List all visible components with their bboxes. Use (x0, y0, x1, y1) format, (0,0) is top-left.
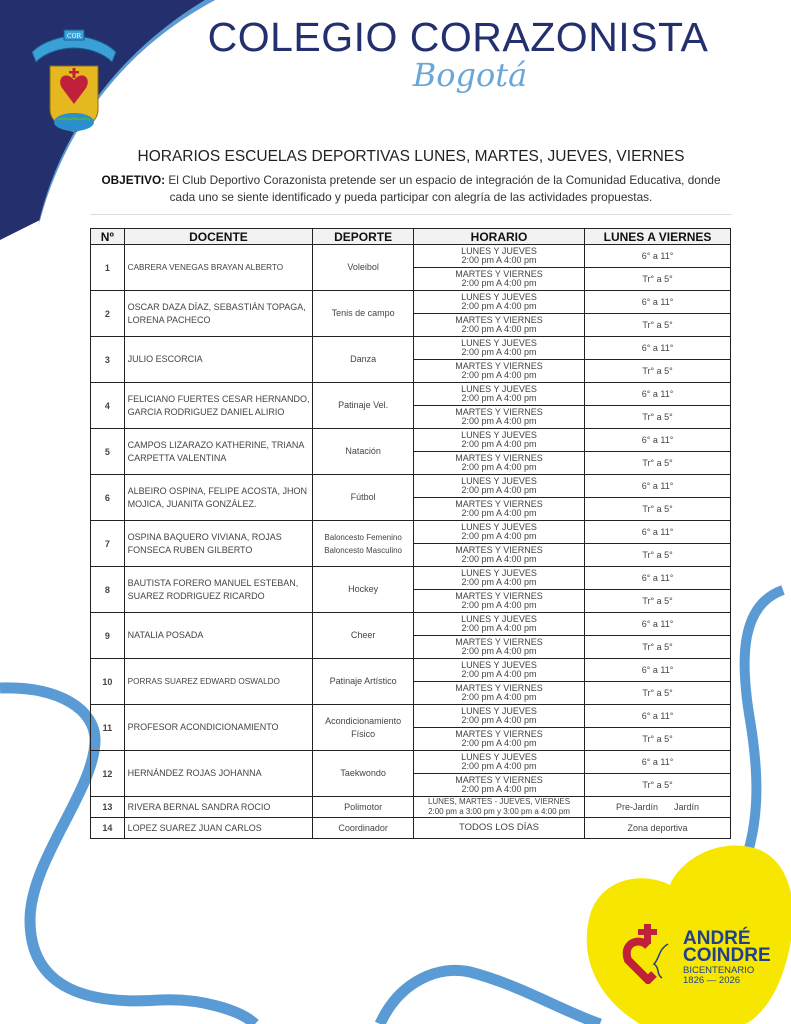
table-row (91, 797, 731, 818)
header-number: Nº (91, 229, 125, 245)
row-horario-martes-viernes (413, 452, 584, 475)
row-grados (585, 797, 731, 818)
horario-time: 2:00 pm A 4:00 pm (461, 646, 537, 656)
horario-days: LUNES Y JUEVES (461, 705, 537, 716)
horario-days: MARTES Y VIERNES (455, 360, 543, 371)
crest-motto-cor: COR (66, 33, 82, 40)
horario-time: 2:00 pm A 4:00 pm (461, 393, 537, 403)
horario-days: LUNES Y JUEVES (461, 751, 537, 762)
horario-time: 2:00 pm a 3:00 pm y 3:00 pm a 4:00 pm (428, 807, 570, 816)
row-horario-martes-viernes (413, 360, 584, 383)
row-grados-tr-5: Tr° a 5° (585, 498, 731, 521)
row-grados-6-11: 6° a 11° (585, 751, 731, 774)
row-docente: OSPINA BAQUERO VIVIANA, ROJAS FONSECA RUBEN GILBERTO (124, 521, 313, 567)
row-grados-tr-5: Tr° a 5° (585, 682, 731, 705)
row-docente: LOPEZ SUAREZ JUAN CARLOS (124, 818, 313, 839)
objective-paragraph (90, 172, 732, 206)
horario-time: 2:00 pm A 4:00 pm (461, 462, 537, 472)
horario-days: LUNES Y JUEVES (461, 521, 537, 532)
badge-subtitle (683, 966, 754, 986)
row-deporte: Danza (313, 337, 414, 383)
horario-days: LUNES Y JUEVES (461, 567, 537, 578)
row-horario-martes-viernes (413, 268, 584, 291)
table-row (91, 245, 731, 268)
horario-days: LUNES Y JUEVES (461, 383, 537, 394)
row-grados-6-11: 6° a 11° (585, 659, 731, 682)
row-number: 11 (91, 705, 125, 751)
row-docente: JULIO ESCORCIA (124, 337, 313, 383)
table-row (91, 429, 731, 452)
row-grados-tr-5: Tr° a 5° (585, 590, 731, 613)
badge-line-andre: ANDRÉ (683, 928, 751, 949)
horario-time: 2:00 pm A 4:00 pm (461, 485, 537, 495)
row-docente: ALBEIRO OSPINA, FELIPE ACOSTA, JHON MOJICA, JUANITA GONZÁLEZ. (124, 475, 313, 521)
row-grados-tr-5: Tr° a 5° (585, 314, 731, 337)
row-deporte: Patinaje Vel. (313, 383, 414, 429)
horario-time: 2:00 pm A 4:00 pm (461, 416, 537, 426)
horario-days: MARTES Y VIERNES (455, 636, 543, 647)
row-horario-martes-viernes (413, 314, 584, 337)
bottom-blue-wave (380, 970, 600, 1024)
row-horario-martes-viernes (413, 682, 584, 705)
horario-days: MARTES Y VIERNES (455, 452, 543, 463)
horario-days: MARTES Y VIERNES (455, 544, 543, 555)
horario-days: MARTES Y VIERNES (455, 498, 543, 509)
row-grados-6-11: 6° a 11° (585, 245, 731, 268)
row-number: 12 (91, 751, 125, 797)
row-number: 13 (91, 797, 125, 818)
school-name: COLEGIO CORAZONISTA (207, 14, 709, 60)
row-grados-6-11: 6° a 11° (585, 383, 731, 406)
row-number: 6 (91, 475, 125, 521)
schedule-document (90, 142, 732, 215)
row-horario-martes-viernes (413, 590, 584, 613)
row-horario-lunes-jueves (413, 337, 584, 360)
table-row (91, 383, 731, 406)
table-row (91, 567, 731, 590)
row-deporte: Baloncesto Femenino Baloncesto Masculino (313, 521, 414, 567)
document-title: HORARIOS ESCUELAS DEPORTIVAS LUNES, MARTES, JUEVES, VIERNES (137, 148, 685, 165)
objective-label: OBJETIVO: (101, 173, 166, 187)
row-horario-lunes-jueves (413, 475, 584, 498)
row-grados-tr-5: Tr° a 5° (585, 360, 731, 383)
row-grados-tr-5: Tr° a 5° (585, 406, 731, 429)
row-deporte: Natación (313, 429, 414, 475)
row-deporte: Fútbol (313, 475, 414, 521)
badge-title (683, 930, 771, 964)
row-horario-martes-viernes (413, 728, 584, 751)
horario-time: 2:00 pm A 4:00 pm (461, 577, 537, 587)
horario-time: 2:00 pm A 4:00 pm (461, 761, 537, 771)
row-grados-6-11: 6° a 11° (585, 429, 731, 452)
row-docente: HERNÁNDEZ ROJAS JOHANNA (124, 751, 313, 797)
horario-days: LUNES, MARTES - JUEVES, VIERNES (427, 797, 571, 806)
horario-time: 2:00 pm A 4:00 pm (461, 784, 537, 794)
row-deporte: Polimotor (313, 797, 414, 818)
table-row (91, 751, 731, 774)
horario-days: LUNES Y JUEVES (461, 475, 537, 486)
row-grados-6-11: 6° a 11° (585, 475, 731, 498)
badge-line-coindre: COINDRE (683, 945, 771, 966)
row-number: 2 (91, 291, 125, 337)
objective-text: El Club Deportivo Corazonista pretende ser un espacio de integración de la Comunidad Educativa, donde cada uno se siente identificado y pueda participar con alegría de las actividades propuestas. (165, 173, 721, 204)
horario-time: 2:00 pm A 4:00 pm (461, 531, 537, 541)
row-docente: CAMPOS LIZARAZO KATHERINE, TRIANA CARPETTA VALENTINA (124, 429, 313, 475)
row-deporte: Acondicionamiento Físico (313, 705, 414, 751)
row-docente: OSCAR DAZA DÍAZ, SEBASTIÁN TOPAGA, LORENA PACHECO (124, 291, 313, 337)
horario-days: MARTES Y VIERNES (455, 406, 543, 417)
row-deporte: Voleibol (313, 245, 414, 291)
row-horario-lunes-jueves (413, 705, 584, 728)
horario-time: 2:00 pm A 4:00 pm (461, 738, 537, 748)
row-grados-tr-5: Tr° a 5° (585, 728, 731, 751)
row-horario (413, 797, 584, 818)
row-deporte: Tenis de campo (313, 291, 414, 337)
table-body (91, 245, 731, 839)
horario-days: LUNES Y JUEVES (461, 429, 537, 440)
header-deporte: DEPORTE (313, 229, 414, 245)
horario-time: 2:00 pm A 4:00 pm (461, 600, 537, 610)
row-horario: TODOS LOS DÍAS (413, 818, 584, 839)
row-horario-lunes-jueves (413, 613, 584, 636)
horario-time: 2:00 pm A 4:00 pm (461, 623, 537, 633)
row-horario-martes-viernes (413, 406, 584, 429)
horario-time: 2:00 pm A 4:00 pm (461, 692, 537, 702)
header-horario: HORARIO (413, 229, 584, 245)
horario-time: 2:00 pm A 4:00 pm (461, 715, 537, 725)
row-horario-lunes-jueves (413, 521, 584, 544)
row-number: 8 (91, 567, 125, 613)
row-grados-6-11: 6° a 11° (585, 521, 731, 544)
row-grados-tr-5: Tr° a 5° (585, 452, 731, 475)
horario-time: 2:00 pm A 4:00 pm (461, 301, 537, 311)
table-row (91, 291, 731, 314)
row-docente: CABRERA VENEGAS BRAYAN ALBERTO (124, 245, 313, 291)
grado-prejardin: Pre-Jardín (616, 802, 659, 812)
row-horario-lunes-jueves (413, 291, 584, 314)
horario-days: MARTES Y VIERNES (455, 268, 543, 279)
row-grados-6-11: 6° a 11° (585, 337, 731, 360)
row-number: 5 (91, 429, 125, 475)
row-horario-lunes-jueves (413, 567, 584, 590)
horario-time: 2:00 pm A 4:00 pm (461, 439, 537, 449)
row-horario-lunes-jueves (413, 429, 584, 452)
row-deporte: Hockey (313, 567, 414, 613)
row-docente: NATALIA POSADA (124, 613, 313, 659)
schedule-table (90, 228, 731, 839)
table-row (91, 818, 731, 839)
horario-days: LUNES Y JUEVES (461, 337, 537, 348)
row-horario-martes-viernes (413, 774, 584, 797)
table-row (91, 659, 731, 682)
row-number: 14 (91, 818, 125, 839)
school-crest-logo (24, 22, 124, 142)
row-number: 1 (91, 245, 125, 291)
horario-days: LUNES Y JUEVES (461, 613, 537, 624)
table-row (91, 475, 731, 498)
horario-time: 2:00 pm A 4:00 pm (461, 347, 537, 357)
badge-line-years: 1826 — 2026 (683, 975, 741, 986)
row-deporte: Cheer (313, 613, 414, 659)
school-city: Bogotá (412, 56, 528, 94)
document-header (90, 148, 732, 215)
row-number: 4 (91, 383, 125, 429)
row-grados-tr-5: Tr° a 5° (585, 544, 731, 567)
row-horario-lunes-jueves (413, 659, 584, 682)
grado-jardin: Jardín (674, 802, 700, 812)
table-row (91, 613, 731, 636)
row-horario-martes-viernes (413, 636, 584, 659)
row-docente: PROFESOR ACONDICIONAMIENTO (124, 705, 313, 751)
horario-days: MARTES Y VIERNES (455, 774, 543, 785)
horario-time: 2:00 pm A 4:00 pm (461, 255, 537, 265)
row-docente: PORRAS SUAREZ EDWARD OSWALDO (124, 659, 313, 705)
horario-days: LUNES Y JUEVES (461, 659, 537, 670)
header-docente: DOCENTE (124, 229, 313, 245)
table-row (91, 521, 731, 544)
row-grados-6-11: 6° a 11° (585, 291, 731, 314)
horario-time: 2:00 pm A 4:00 pm (461, 508, 537, 518)
row-grados-tr-5: Tr° a 5° (585, 268, 731, 291)
row-grados-6-11: 6° a 11° (585, 613, 731, 636)
horario-days: MARTES Y VIERNES (455, 314, 543, 325)
horario-days: MARTES Y VIERNES (455, 590, 543, 601)
horario-days: MARTES Y VIERNES (455, 682, 543, 693)
row-grados-6-11: 6° a 11° (585, 567, 731, 590)
badge-line-bicentenario: BICENTENARIO (683, 965, 755, 976)
horario-time: 2:00 pm A 4:00 pm (461, 278, 537, 288)
horario-days: MARTES Y VIERNES (455, 728, 543, 739)
row-horario-lunes-jueves (413, 751, 584, 774)
row-grados-6-11: 6° a 11° (585, 705, 731, 728)
horario-time: 2:00 pm A 4:00 pm (461, 554, 537, 564)
heart-cross-icon (620, 924, 680, 984)
horario-time: 2:00 pm A 4:00 pm (461, 324, 537, 334)
horario-days: LUNES Y JUEVES (461, 291, 537, 302)
row-docente: BAUTISTA FORERO MANUEL ESTEBAN, SUAREZ RODRIGUEZ RICARDO (124, 567, 313, 613)
row-grados: Zona deportiva (585, 818, 731, 839)
row-horario-lunes-jueves (413, 383, 584, 406)
row-number: 7 (91, 521, 125, 567)
row-deporte: Coordinador (313, 818, 414, 839)
row-horario-martes-viernes (413, 498, 584, 521)
table-row (91, 705, 731, 728)
row-grados-tr-5: Tr° a 5° (585, 774, 731, 797)
row-number: 10 (91, 659, 125, 705)
row-docente: RIVERA BERNAL SANDRA ROCIO (124, 797, 313, 818)
right-blue-wave (738, 590, 783, 880)
header-lunes-a-viernes: LUNES A VIERNES (585, 229, 731, 245)
table-header-row (91, 229, 731, 245)
row-deporte: Patinaje Artístico (313, 659, 414, 705)
row-horario-martes-viernes (413, 544, 584, 567)
table-row (91, 337, 731, 360)
horario-days: LUNES Y JUEVES (461, 245, 537, 256)
row-number: 9 (91, 613, 125, 659)
horario-time: 2:00 pm A 4:00 pm (461, 370, 537, 380)
row-horario-lunes-jueves (413, 245, 584, 268)
row-docente: FELICIANO FUERTES CESAR HERNANDO, GARCIA RODRIGUEZ DANIEL ALIRIO (124, 383, 313, 429)
row-number: 3 (91, 337, 125, 383)
row-grados-tr-5: Tr° a 5° (585, 636, 731, 659)
horario-time: 2:00 pm A 4:00 pm (461, 669, 537, 679)
row-deporte: Taekwondo (313, 751, 414, 797)
